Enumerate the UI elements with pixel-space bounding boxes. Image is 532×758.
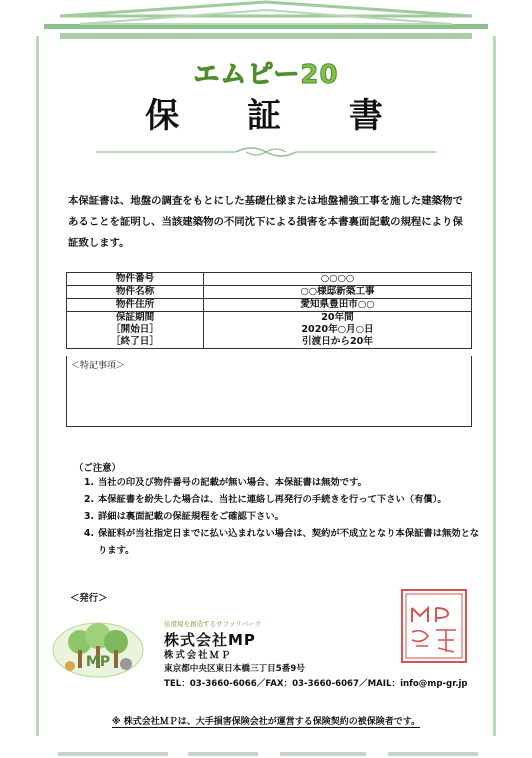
row-value: 愛知県豊田市○○ xyxy=(204,299,472,312)
company-name-small: 株式会社ＭＰ xyxy=(164,650,233,661)
row-value: ○○○○ xyxy=(204,273,472,286)
table-row xyxy=(67,299,472,312)
right-frame-bar xyxy=(493,36,496,736)
note-number: 3. xyxy=(84,511,95,522)
intro-paragraph: 本保証書は、地盤の調査をもとにした基礎仕様または地盤補強工事を施した建築物であることを証明し、当該建築物の不同沈下による損害を本書裏面記載の規程により保証致します。 xyxy=(68,195,463,249)
list-item xyxy=(84,474,484,491)
company-name: 株式会社MP xyxy=(164,631,256,649)
company-seal-icon xyxy=(400,588,468,664)
company-address: 東京都中央区東日本橋三丁目5番9号 xyxy=(164,664,305,674)
row-value: ○○様邸新築工事 xyxy=(204,286,472,299)
note-text: 本保証書を紛失した場合は、当社に連絡し再発行の手続きを行って下さい（有償）。 xyxy=(98,494,447,505)
row-label: 物件名称 xyxy=(67,286,204,299)
issuer-label: ＜発行＞ xyxy=(70,593,108,604)
property-info-table xyxy=(66,272,472,349)
row-label: ［開始日］ xyxy=(67,324,204,336)
row-label: ［終了日］ xyxy=(67,336,204,349)
row-value: 引渡日から20年 xyxy=(204,336,472,349)
note-text: 保証料が当社指定日までに払い込まれない場合は、契約が不成立となり本保証書は無効となります。 xyxy=(98,528,480,556)
footer-note-text: ※ 株式会社ＭＰは、大手損害保険会社が運営する保険契約の被保険者です。 xyxy=(111,717,421,727)
note-text: 詳細は裏面記載の保証規程をご確認下さい。 xyxy=(98,511,284,522)
top-frame-roof xyxy=(20,0,512,40)
brand-logo: エムピー20 xyxy=(193,60,339,90)
left-frame-bar xyxy=(36,36,39,736)
row-label: 物件住所 xyxy=(67,299,204,312)
list-item xyxy=(84,508,484,525)
list-item xyxy=(84,491,484,508)
mp-mascot-icon xyxy=(52,620,144,678)
table-row xyxy=(67,273,472,286)
row-value: 20年間 xyxy=(204,312,472,325)
note-number: 2. xyxy=(84,494,95,505)
note-number: 1. xyxy=(84,477,95,488)
notes-list xyxy=(74,474,484,559)
special-notes-box xyxy=(66,356,472,427)
row-label: 物件番号 xyxy=(67,273,204,286)
row-label: 保証期間 xyxy=(67,312,204,325)
bottom-frame-bars xyxy=(58,752,478,756)
special-notes-label: ＜特記事項＞ xyxy=(71,361,126,371)
company-tagline: 住環境を創造するサファリパーク xyxy=(164,620,262,628)
svg-text:MP: MP xyxy=(85,654,111,670)
table-row xyxy=(67,312,472,325)
footer-note xyxy=(0,714,532,727)
table-row xyxy=(67,286,472,299)
list-item xyxy=(84,525,484,559)
row-value: 2020年○月○日 xyxy=(204,324,472,336)
page-title: 保 証 書 xyxy=(145,96,411,136)
note-number: 4. xyxy=(84,528,95,539)
note-text: 当社の印及び物件番号の記載が無い場合、本保証書は無効です。 xyxy=(98,477,367,488)
table-row xyxy=(67,336,472,349)
notes-heading: （ご注意） xyxy=(74,463,121,474)
table-row xyxy=(67,324,472,336)
company-contact: TEL：03-3660-6066／FAX：03-3660-6067／MAIL：info@mp-gr.jp xyxy=(164,679,468,689)
divider-ornament xyxy=(96,146,436,158)
